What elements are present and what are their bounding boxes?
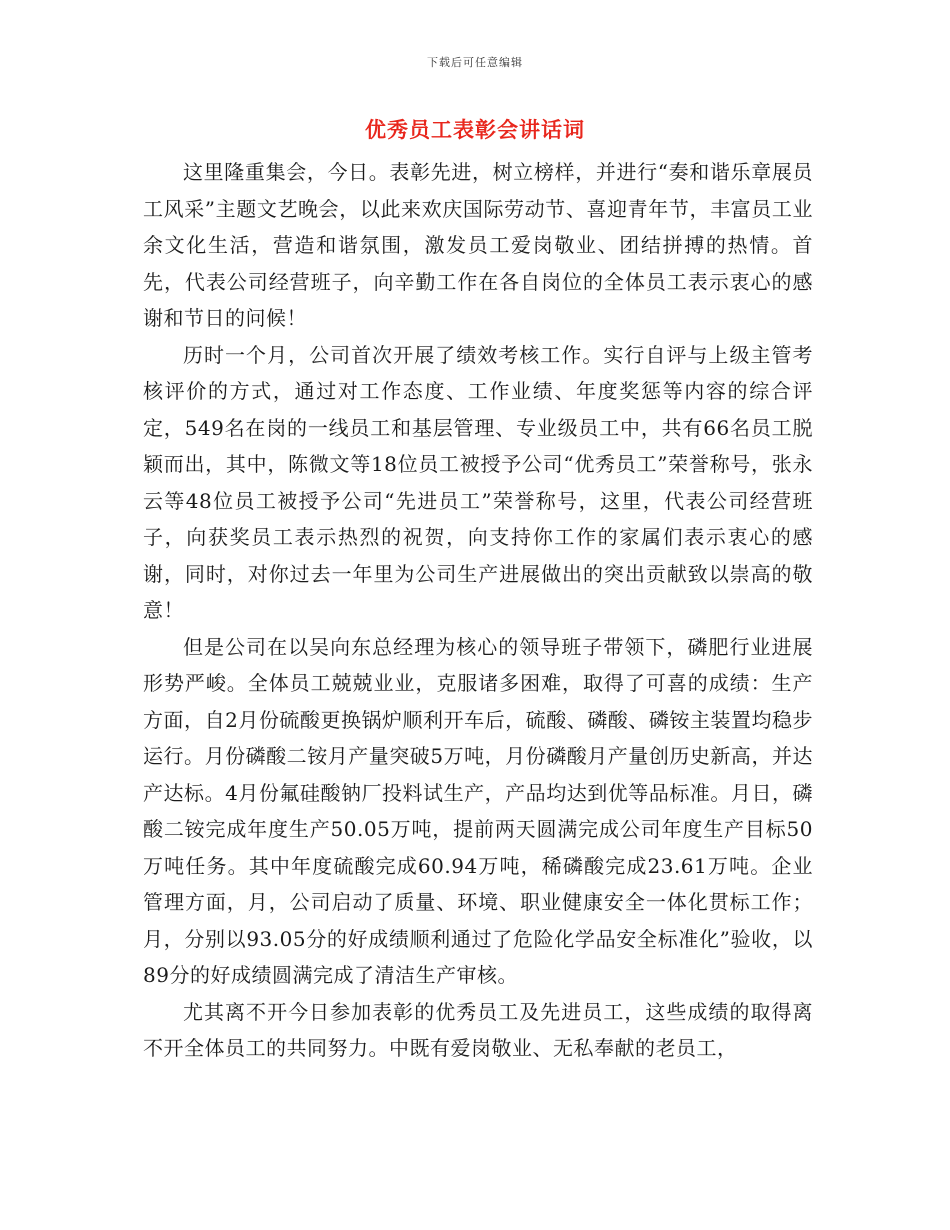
paragraph: 尤其离不开今日参加表彰的优秀员工及先进员工，这些成绩的取得离不开全体员工的共同努力。中既有爱岗敬业、无私奉献的老员工， bbox=[143, 999, 813, 1060]
paragraph: 这里隆重集会，今日。表彰先进，树立榜样，并进行“奏和谐乐章展员工风采”主题文艺晚会，以此来欢庆国际劳动节、喜迎青年节，丰富员工业余文化生活，营造和谐氛围，激发员工爱岗敬业、团结拼搏的热情。首先，代表公司经营班子，向辛勤工作在各自岗位的全体员工表示衷心的感谢和节日的问候！ bbox=[143, 160, 813, 330]
document-body bbox=[143, 154, 813, 1067]
paragraph: 但是公司在以吴向东总经理为核心的领导班子带领下，磷肥行业进展形势严峻。全体员工兢兢业业，克服诸多困难，取得了可喜的成绩：生产方面，自2月份硫酸更换锅炉顺利开车后，硫酸、磷酸、磷铵主装置均稳步运行。月份磷酸二铵月产量突破5万吨，月份磷酸月产量创历史新高，并达产达标。4月份氟硅酸钠厂投料试生产，产品均达到优等品标准。月日，磷酸二铵完成年度生产50.05万吨，提前两天圆满完成公司年度生产目标50万吨任务。其中年度硫酸完成60.94万吨，稀磷酸完成23.61万吨。企业管理方面，月，公司启动了质量、环境、职业健康安全一体化贯标工作；月，分别以93.05分的好成绩顺利通过了危险化学品安全标准化”验收，以89分的好成绩圆满完成了清洁生产审核。 bbox=[143, 634, 813, 987]
header-note: 下载后可任意编辑 bbox=[427, 56, 523, 69]
paragraph: 历时一个月，公司首次开展了绩效考核工作。实行自评与上级主管考核评价的方式，通过对工作态度、工作业绩、年度奖惩等内容的综合评定，549名在岗的一线员工和基层管理、专业级员工中，共有66名员工脱颖而出，其中，陈微文等18位员工被授予公司“优秀员工”荣誉称号，张永云等48位员工被授予公司“先进员工”荣誉称号，这里，代表公司经营班子，向获奖员工表示热烈的祝贺，向支持你工作的家属们表示衷心的感谢，同时，对你过去一年里为公司生产进展做出的突出贡献致以崇高的敬意！ bbox=[143, 342, 813, 622]
document-title: 优秀员工表彰会讲话词 bbox=[365, 117, 585, 142]
